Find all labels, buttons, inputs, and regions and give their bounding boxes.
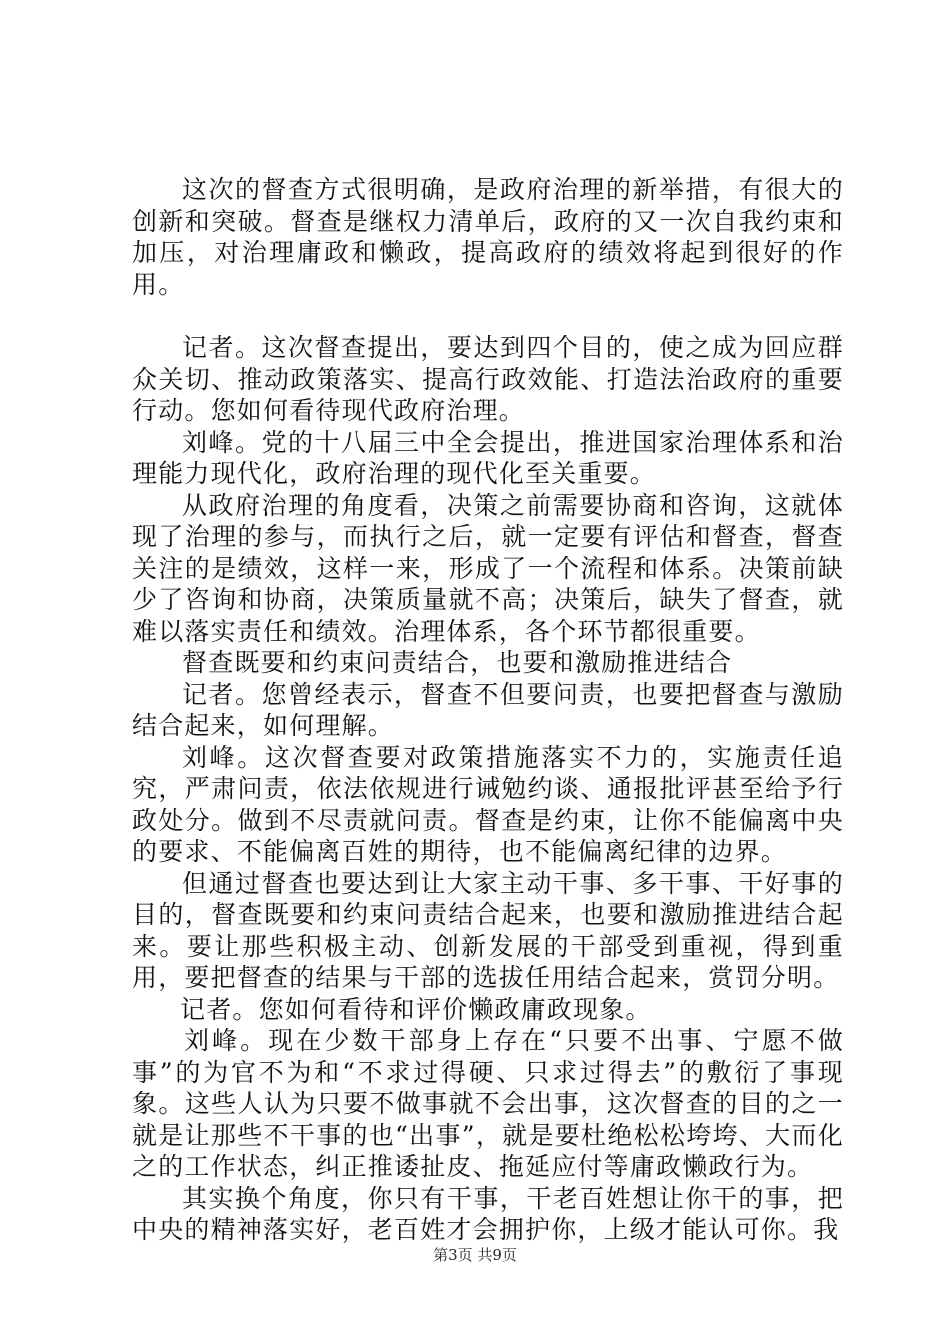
paragraph-6: 记者。您曾经表示，督查不但要问责，也要把督查与激励结合起来，如何理解。 [132, 679, 844, 740]
paragraph-2: 记者。这次督查提出，要达到四个目的，使之成为回应群众关切、推动政策落实、提高行政效能、打造法治政府的重要行动。您如何看待现代政府治理。 [132, 333, 844, 425]
section-heading: 督查既要和约束问责结合，也要和激励推进结合 [182, 648, 733, 677]
page-footer: 第3页 共9页 [433, 1246, 517, 1264]
paragraph-9: 记者。您如何看待和评价懒政庸政现象。 [180, 994, 652, 1024]
paragraph-4: 从政府治理的角度看，决策之前需要协商和咨询，这就体现了治理的参与，而执行之后，就一定要有评估和督查，督查关注的是绩效，这样一来，形成了一个流程和体系。决策前缺少了咨询和协商，决策质量就不高；决策后，缺失了督查，就难以落实责任和绩效。治理体系，各个环节都很重要。 [132, 490, 844, 646]
paragraph-3: 刘峰。党的十八届三中全会提出，推进国家治理体系和治理能力现代化，政府治理的现代化至关重要。 [132, 427, 844, 488]
paragraph-10: 刘峰。现在少数干部身上存在“只要不出事、宁愿不做事”的为官不为和“不求过得硬、只求过得去”的敷衍了事现象。这些人认为只要不做事就不会出事，这次督查的目的之一就是让那些不干事的也“出事”，就是要杜绝松松垮垮、大而化之的工作状态，纠正推诿扯皮、拖延应付等庸政懒政行为。 [132, 1026, 844, 1181]
paragraph-1: 这次的督查方式很明确，是政府治理的新举措，有很大的创新和突破。督查是继权力清单后，政府的又一次自我约束和加压，对治理庸政和懒政，提高政府的绩效将起到很好的作用。 [132, 175, 844, 299]
paragraph-8: 但通过督查也要达到让大家主动干事、多干事、干好事的目的，督查既要和约束问责结合起来，也要和激励推进结合起来。要让那些积极主动、创新发展的干部受到重视，得到重用，要把督查的结果与干部的选拔任用结合起来，赏罚分明。 [132, 868, 844, 992]
paragraph-7: 刘峰。这次督查要对政策措施落实不力的，实施责任追究，严肃问责，依法依规进行诫勉约谈、通报批评甚至给予行政处分。做到不尽责就问责。督查是约束，让你不能偏离中央的要求、不能偏离百姓的期待，也不能偏离纪律的边界。 [132, 742, 844, 866]
document-body [132, 174, 844, 1246]
paragraph-11: 其实换个角度，你只有干事，干老百姓想让你干的事，把中央的精神落实好，老百姓才会拥护你，上级才能认可你。我 [132, 1183, 844, 1244]
